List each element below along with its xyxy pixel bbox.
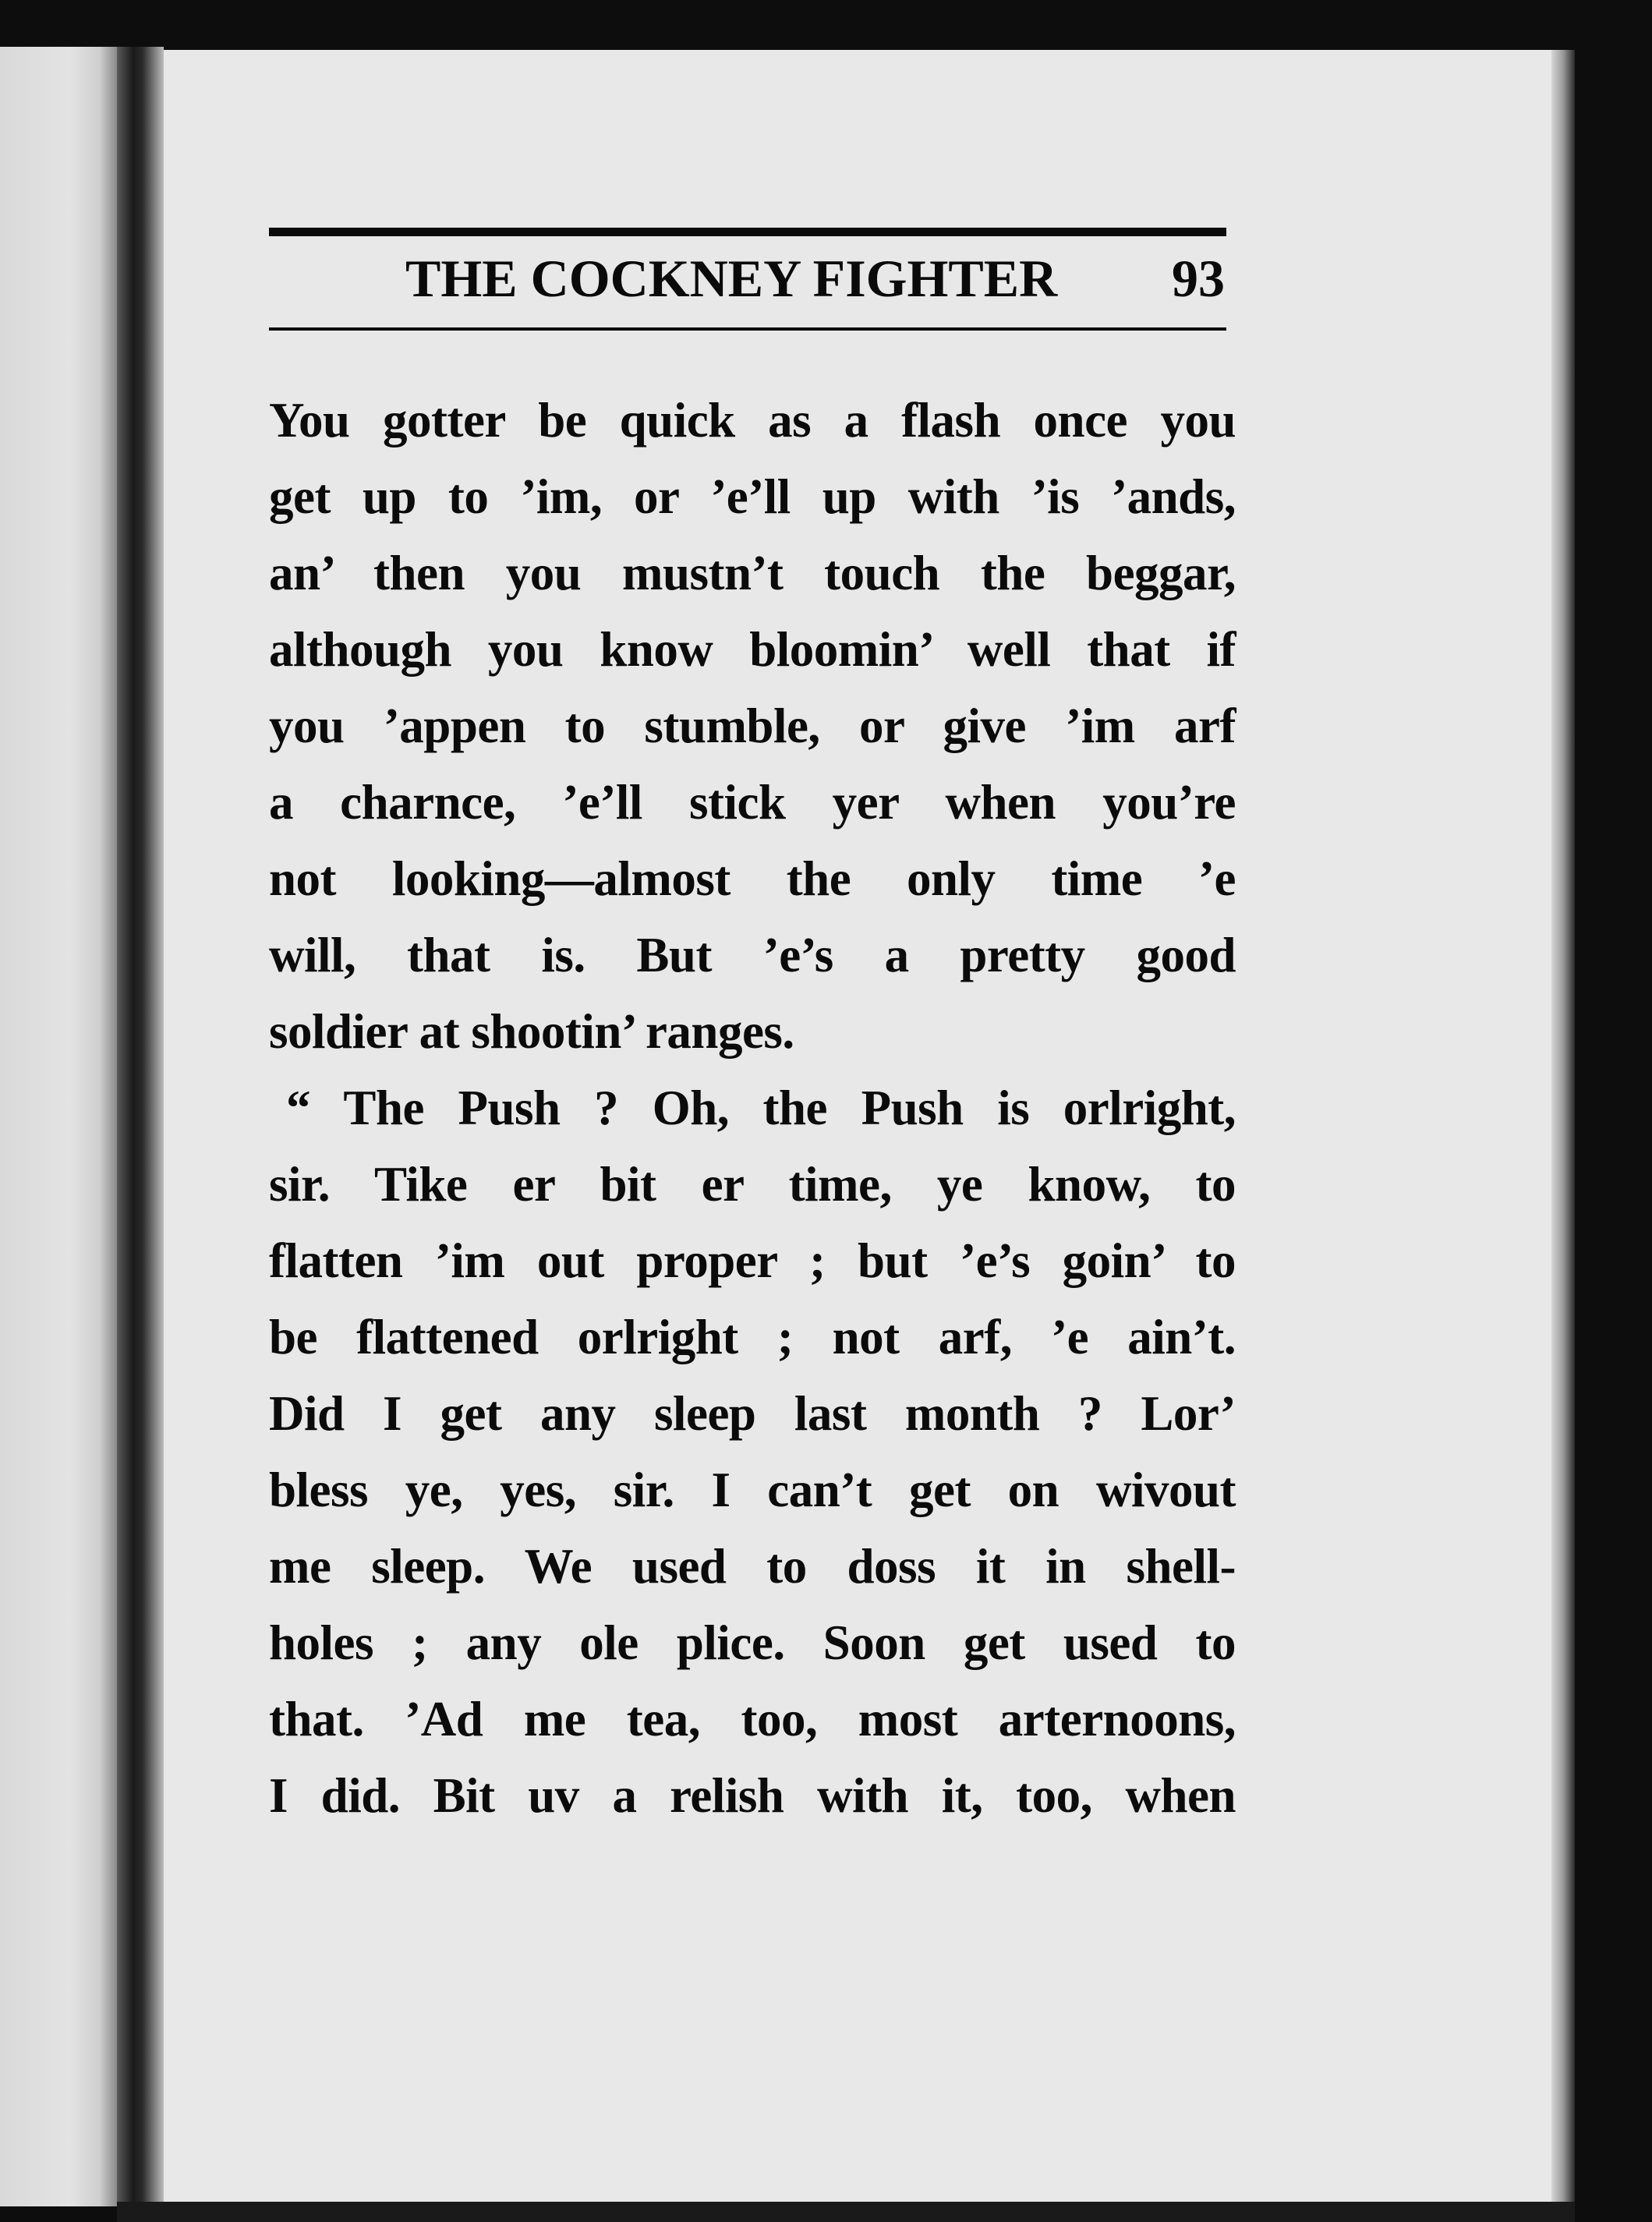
bottom-page-edge [117,2202,1575,2222]
text-line: Did I get any sleep last month ? Lor’ [269,1386,1236,1441]
text-line: You gotter be quick as a flash once you [269,393,1236,448]
text-line: flatten ’im out proper ; but ’e’s goin’ to [269,1233,1236,1288]
text-line: although you know bloomin’ well that if [269,622,1236,677]
text-line: you ’appen to stumble, or give ’im arf [269,699,1236,753]
right-page-edge [1551,50,1575,2202]
text-line: holes ; any ole plice. Soon get used to [269,1615,1236,1670]
text-line: not looking—almost the only time ’e [269,851,1236,906]
text-line: bless ye, yes, sir. I can’t get on wivout [269,1463,1236,1517]
text-line: a charnce, ’e’ll stick yer when you’re [269,775,1236,830]
text-line: an’ then you mustn’t touch the beggar, [269,546,1236,600]
page-number: 93 [1172,249,1225,308]
text-line: I did. Bit uv a relish with it, too, when [269,1768,1236,1823]
text-line: soldier at shootin’ ranges. [269,1004,794,1059]
text-line: me sleep. We used to doss it in shell- [269,1539,1236,1594]
text-line: “ The Push ? Oh, the Push is orlright, [286,1081,1236,1135]
text-line: sir. Tike er bit er time, ye know, to [269,1157,1236,1212]
book-gutter [117,47,164,2206]
running-title: THE COCKNEY FIGHTER [405,249,1058,308]
left-page-edge [0,47,117,2206]
text-line: be flattened orlright ; not arf, ’e ain’t. [269,1310,1236,1364]
header-rule-bottom [269,327,1226,331]
text-line: will, that is. But ’e’s a pretty good [269,928,1236,982]
text-line: that. ’Ad me tea, too, most arternoons, [269,1692,1236,1746]
text-line: get up to ’im, or ’e’ll up with ’is ’ands, [269,469,1236,524]
header-rule-top [269,228,1226,236]
